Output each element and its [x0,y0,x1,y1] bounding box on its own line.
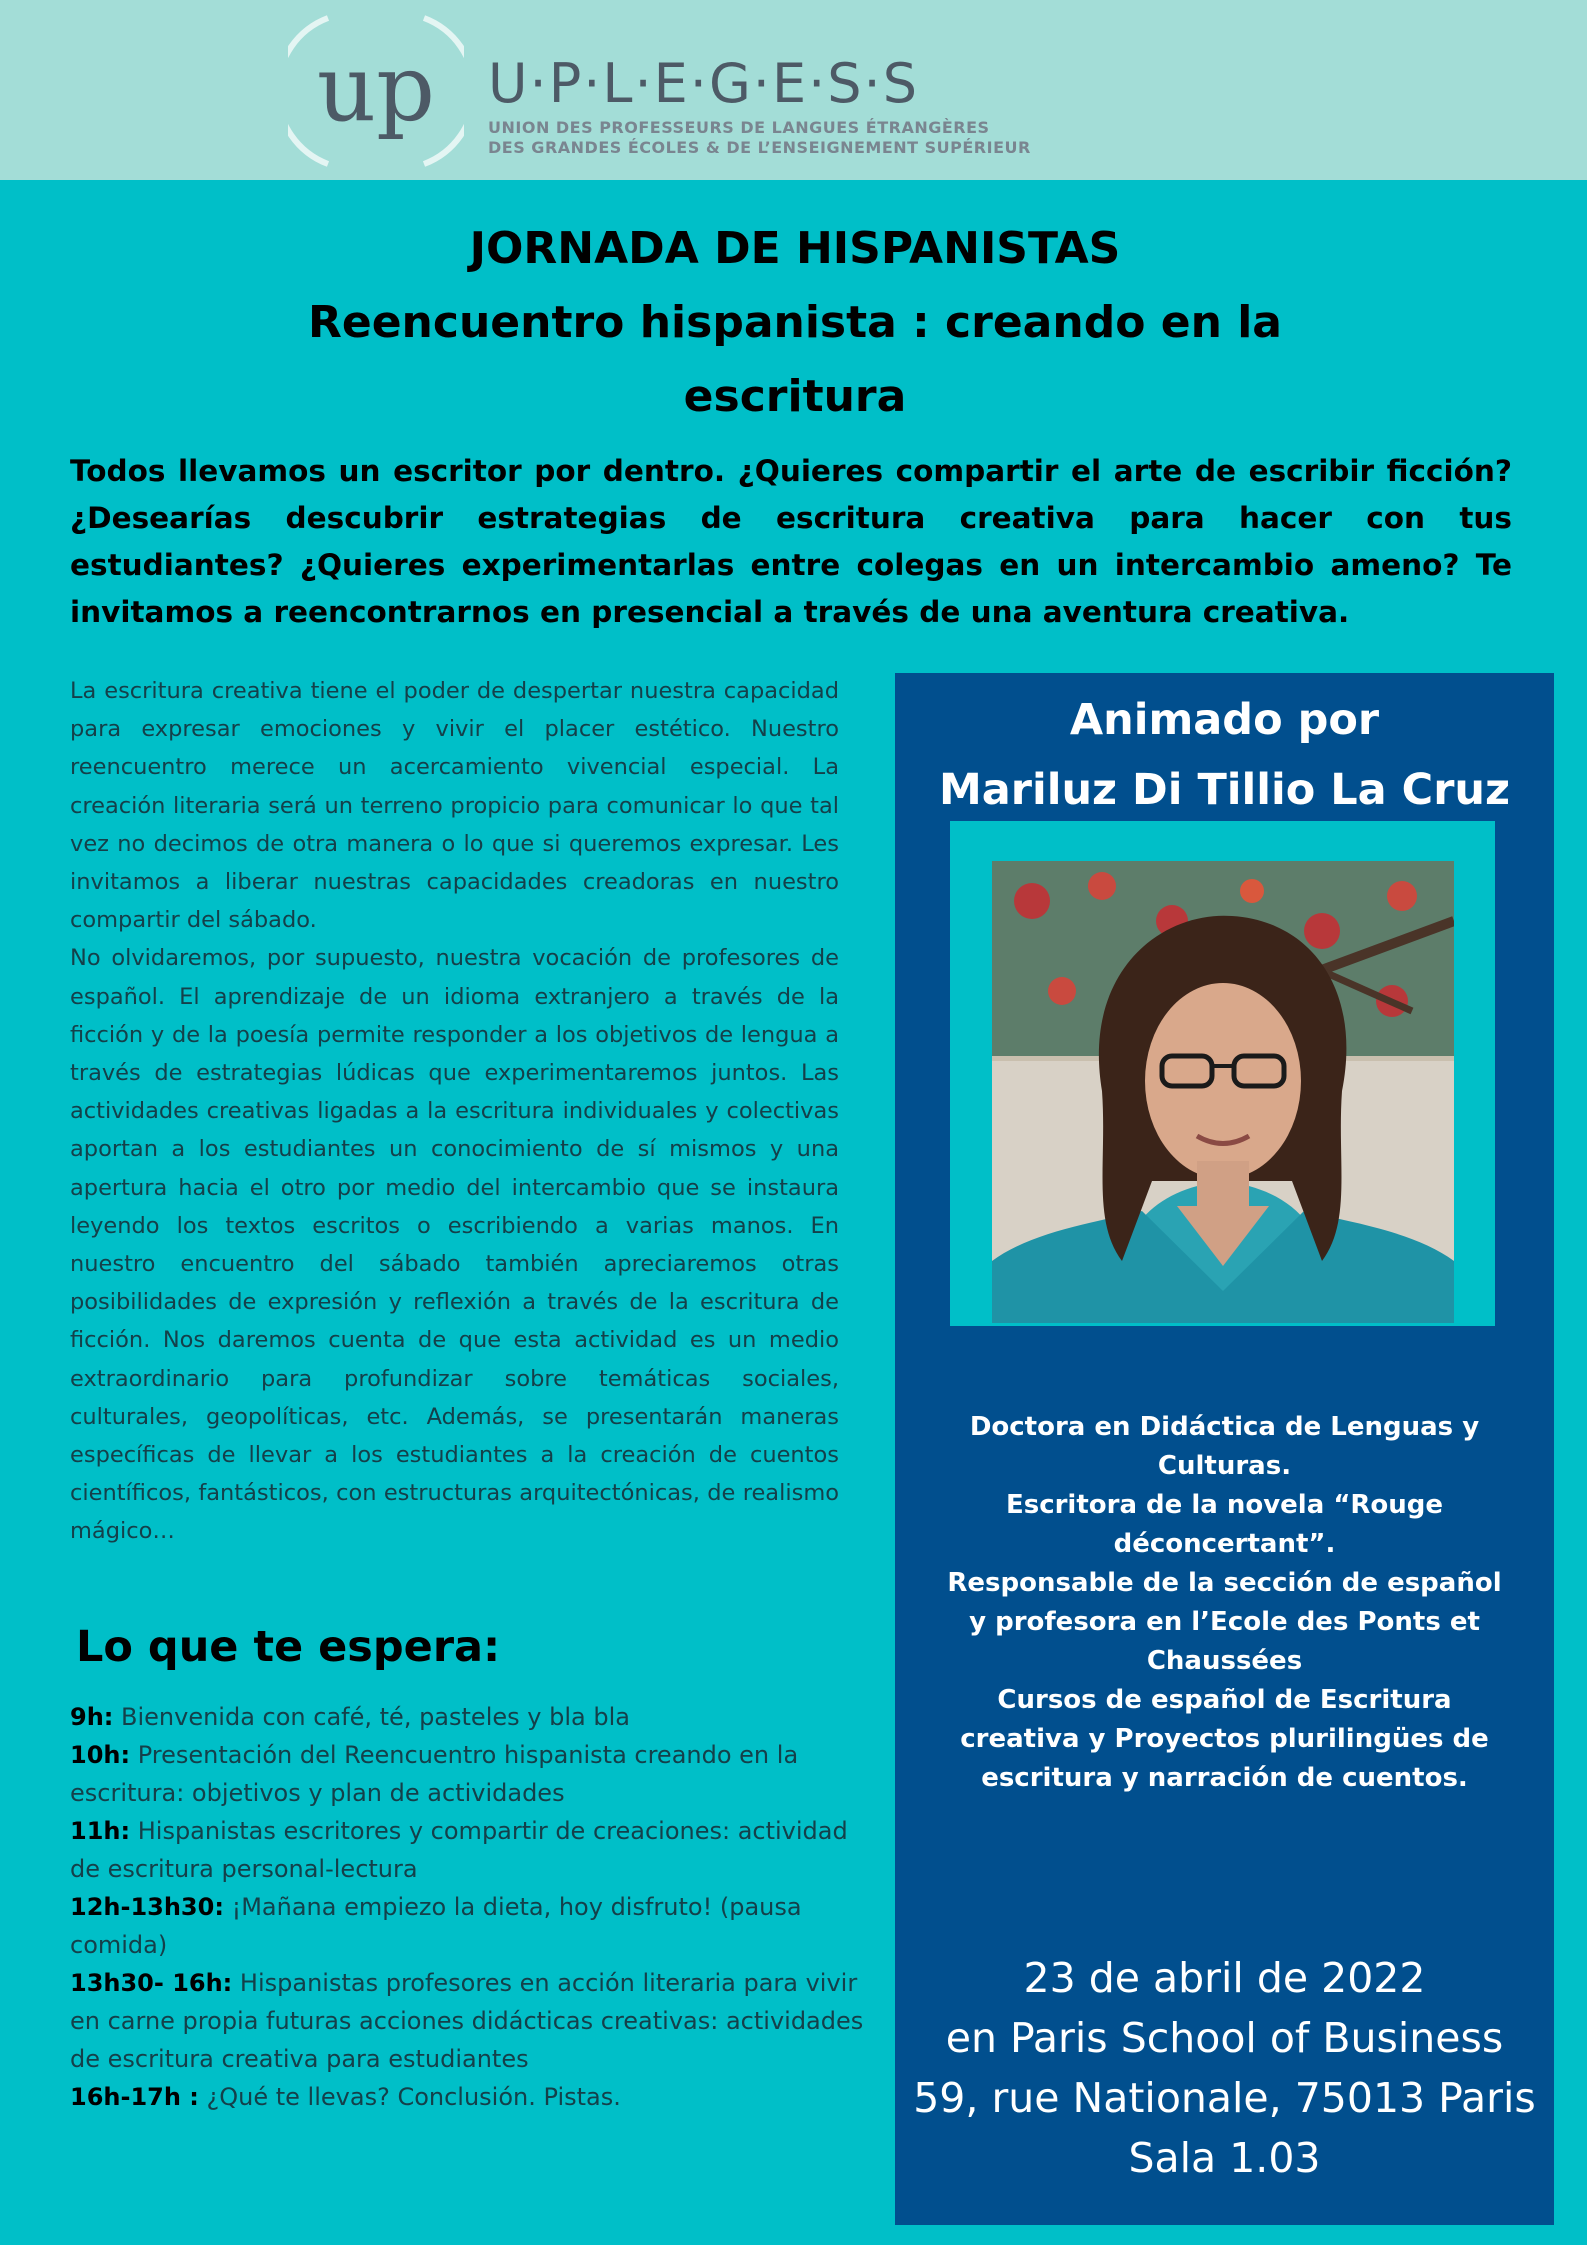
schedule-item [70,1888,880,1964]
schedule-time: 10h: [70,1741,131,1769]
schedule-time: 11h: [70,1817,131,1845]
schedule-time: 12h-13h30: [70,1893,224,1921]
speaker-photo [992,861,1454,1323]
bio-line: Doctora en Didáctica de Lenguas y Culturas. [969,1412,1480,1481]
speaker-heading [895,685,1554,825]
schedule-item [70,2078,880,2116]
bio-line: Escritora de la novela “Rouge déconcertant”. [1005,1490,1444,1559]
description [70,672,839,1551]
speaker-heading-line1: Animado por [1069,695,1380,745]
schedule-time: 16h-17h : [70,2083,199,2111]
title-line2: Reencuentro hispanista : creando en la escritura [307,297,1282,422]
schedule-time: 13h30- 16h: [70,1969,233,1997]
event-venue: en Paris School of Business [945,2014,1504,2062]
bio-line: Responsable de la sección de español y profesora en l’Ecole des Ponts et Chaussées [947,1568,1502,1676]
description-paragraph-1: La escritura creativa tiene el poder de despertar nuestra capacidad para expresar emociones y vivir el placer estético. Nuestro reencuentro merece un acercamiento vivencial especial. La creación literaria será un terreno propicio para comunicar lo que tal vez no decimos de otra manera o lo que si queremos expresar. Les invitamos a liberar nuestras capacidades creadoras en nuestro compartir del sábado. [70,678,839,934]
logo-subtitle [488,118,1088,158]
photo-frame [950,821,1495,1326]
schedule-item [70,1964,880,2078]
schedule-item [70,1736,880,1812]
schedule-list [70,1698,880,2116]
event-address: 59, rue Nationale, 75013 Paris [913,2074,1536,2122]
bio-line: Cursos de español de Escritura creativa y Proyectos plurilingües de escritura y narración de cuentos. [960,1685,1489,1793]
event-date: 23 de abril de 2022 [1023,1954,1426,2002]
schedule-activity: Hispanistas profesores en acción literaria para vivir en carne propia futuras acciones didácticas creativas: actividades de escritura creativa para estudiantes [70,1969,864,2073]
schedule-activity: Hispanistas escritores y compartir de creaciones: actividad de escritura personal-lectura [70,1817,848,1883]
title-line1: JORNADA DE HISPANISTAS [469,223,1121,274]
page-title [220,212,1370,434]
speaker-panel [895,673,1554,2225]
uplegess-logo-icon [288,8,464,174]
speaker-name: Mariluz Di Tillio La Cruz [938,765,1511,815]
logo-subtitle-line2: DES GRANDES ÉCOLES & DE L’ENSEIGNEMENT SUPÉRIEUR [488,138,1031,157]
intro-text: Todos llevamos un escritor por dentro. ¿Quieres compartir el arte de escribir ficción? ¿Desearías descubrir estrategias de escritura creativa para hacer con tus estudiantes? ¿Quieres experimentarlas entre colegas en un intercambio ameno? Te invitamos a reencontrarnos en presencial a través de una aventura creativa. [70,454,1512,629]
schedule-time: 9h: [70,1703,114,1731]
event-details [895,1948,1554,2188]
schedule-activity: Bienvenida con café, té, pasteles y bla bla [113,1703,630,1731]
event-room: Sala 1.03 [1128,2134,1321,2182]
schedule-activity: Presentación del Reencuentro hispanista creando en la escritura: objetivos y plan de actividades [70,1741,799,1807]
description-paragraph-2: No olvidaremos, por supuesto, nuestra vocación de profesores de español. El aprendizaje de un idioma extranjero a través de la ficción y de la poesía permite responder a los objetivos de lengua a través de estrategias lúdicas que experimentaremos juntos. Las actividades creativas ligadas a la escritura individuales y colectivas aportan a los estudiantes un conocimiento de sí mismos y una apertura hacia el otro por medio del intercambio que se instaura leyendo los textos escritos o escribiendo a varias manos. En nuestro encuentro del sábado también apreciaremos otras posibilidades de expresión y reflexión a través de la escritura de ficción. Nos daremos cuenta de que esta actividad es un medio extraordinario para profundizar sobre temáticas sociales, culturales, geopolíticas, etc. Además, se presentarán maneras específicas de llevar a los estudiantes a la creación de cuentos científicos, fantásticos, con estructuras arquitectónicas, de realismo mágico… [70,945,839,1545]
logo-subtitle-line1: UNION DES PROFESSEURS DE LANGUES ÉTRANGÈRES [488,118,990,137]
schedule-activity: ¡Mañana empiezo la dieta, hoy disfruto! (pausa comida) [70,1893,802,1959]
schedule-item [70,1698,880,1736]
logo-name: U·P·L·E·G·E·S·S [488,52,919,115]
schedule-item [70,1812,880,1888]
header-banner [0,0,1587,180]
schedule-activity: ¿Qué te llevas? Conclusión. Pistas. [198,2083,621,2111]
svg-text:up: up [316,35,436,142]
schedule-heading: Lo que te espera: [76,1622,501,1672]
speaker-bio [935,1408,1514,1798]
